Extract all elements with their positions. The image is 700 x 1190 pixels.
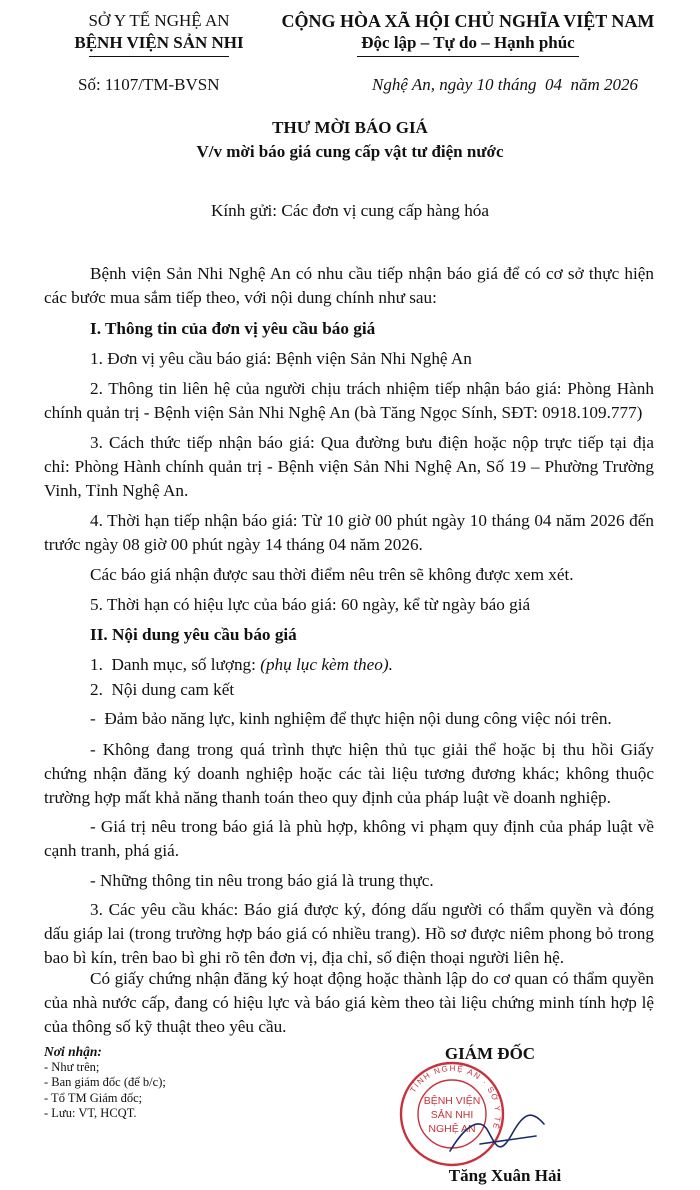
section-2-item-1-label: 1. Danh mục, số lượng: xyxy=(90,655,261,674)
document-subject: V/v mời báo giá cung cấp vật tư điện nước xyxy=(196,142,504,161)
annex-reference: (phụ lục kèm theo). xyxy=(260,655,393,674)
commitment-2: - Không đang trong quá trình thực hiện thủ tục giải thể hoặc bị thu hồi Giấy chứng nhận đăng ký doanh nghiệp hoặc các tài liệu tương đương khác; không thuộc trường hợp mất khả năng thanh toán theo quy định của pháp luật về doanh nghiệp. xyxy=(44,740,654,807)
republic-name: CỘNG HÒA XÃ HỘI CHỦ NGHĨA VIỆT NAM xyxy=(281,11,655,31)
recipient-item: - Ban giám đốc (để b/c); xyxy=(44,1075,166,1089)
commitment-3: - Giá trị nêu trong báo giá là phù hợp, không vi phạm quy định của pháp luật về cạnh tranh, phá giá. xyxy=(44,817,654,860)
national-header-block xyxy=(262,10,674,57)
section-1-item-2: 2. Thông tin liên hệ của người chịu trách nhiệm tiếp nhận báo giá: Phòng Hành chính quản trị - Bệnh viện Sản Nhi Nghệ An (bà Tăng Ngọc Sính, SĐT: 0918.109.777) xyxy=(44,379,654,422)
section-1-heading: I. Thông tin của đơn vị yêu cầu báo giá xyxy=(90,319,376,338)
seal-ring-text: TỈNH NGHỆ AN · SỞ Y TẾ xyxy=(408,1063,503,1132)
addressee: Kính gửi: Các đơn vị cung cấp hàng hóa xyxy=(210,201,490,220)
section-1-item-1: 1. Đơn vị yêu cầu báo giá: Bệnh viện Sản Nhi Nghệ An xyxy=(90,349,472,368)
section-2-heading: II. Nội dung yêu cầu báo giá xyxy=(90,625,297,644)
seal-line-1: BỆNH VIỆN xyxy=(423,1095,481,1107)
national-motto: Độc lập – Tự do – Hạnh phúc xyxy=(361,33,575,52)
closing-paragraph: Có giấy chứng nhận đăng ký hoạt động hoặc thành lập do cơ quan có thẩm quyền của nhà nước cấp, đang có hiệu lực và báo giá kèm theo tài liệu chứng minh tính hợp lệ của thông số kỹ thuật theo yêu cầu. xyxy=(44,969,654,1036)
section-1-item-3: 3. Cách thức tiếp nhận báo giá: Qua đường bưu điện hoặc nộp trực tiếp tại địa chỉ: Phòng Hành chính quản trị - Bệnh viện Sản Nhi Nghệ An, Số 19 – Phường Trường Vinh, Tỉnh Nghệ An. xyxy=(44,433,654,500)
recipient-item: - Lưu: VT, HCQT. xyxy=(44,1106,137,1120)
recipients-heading: Nơi nhận: xyxy=(44,1044,102,1059)
place-date: Nghệ An, ngày 10 tháng 04 năm 2026 xyxy=(372,75,639,94)
section-1-item-5: 5. Thời hạn có hiệu lực của báo giá: 60 ngày, kể từ ngày báo giá xyxy=(90,595,531,614)
seal-line-2: SẢN NHI xyxy=(430,1109,474,1121)
signer-title: GIÁM ĐỐC xyxy=(444,1044,536,1063)
issuing-agency-block xyxy=(28,10,290,57)
motto-underline xyxy=(357,56,579,57)
hospital-name: BỆNH VIỆN SẢN NHI xyxy=(74,33,244,52)
seal-line-3: NGHỆ AN xyxy=(428,1123,476,1135)
document-title: THƯ MỜI BÁO GIÁ xyxy=(272,118,428,137)
ministry-name: SỞ Y TẾ NGHỆ AN xyxy=(88,11,230,30)
hospital-underline xyxy=(89,56,229,57)
recipient-item: - Tổ TM Giám đốc; xyxy=(44,1090,143,1105)
commitment-1: - Đảm bảo năng lực, kinh nghiệm để thực hiện nội dung công việc nói trên. xyxy=(90,709,612,728)
document-number: Số: 1107/TM-BVSN xyxy=(78,75,220,94)
section-1-item-4: 4. Thời hạn tiếp nhận báo giá: Từ 10 giờ 00 phút ngày 10 tháng 04 năm 2026 đến trước ngày 08 giờ 00 phút ngày 14 tháng 04 năm 2026. xyxy=(44,511,654,554)
commitment-4: - Những thông tin nêu trong báo giá là trung thực. xyxy=(90,871,434,890)
intro-paragraph: Bệnh viện Sản Nhi Nghệ An có nhu cầu tiếp nhận báo giá để có cơ sở thực hiện các bước mua sắm tiếp theo, với nội dung chính như sau: xyxy=(44,264,654,307)
section-2-item-3: 3. Các yêu cầu khác: Báo giá được ký, đóng dấu người có thẩm quyền và đóng dấu giáp lai (trong trường hợp báo giá có nhiều trang). Hồ sơ được niêm phong bỏ trong bao bì kín, trên bao bì ghi rõ tên đơn vị, địa chỉ, số điện thoại người liên hệ. xyxy=(44,900,654,967)
handwritten-signature xyxy=(440,1096,560,1166)
recipient-item: - Như trên; xyxy=(44,1059,100,1074)
signer-name: Tăng Xuân Hải xyxy=(448,1166,562,1185)
section-2-item-2: 2. Nội dung cam kết xyxy=(90,680,235,699)
section-2-item-1 xyxy=(44,653,654,677)
recipients-block xyxy=(44,1044,344,1122)
late-submission-note: Các báo giá nhận được sau thời điểm nêu trên sẽ không được xem xét. xyxy=(90,565,574,584)
